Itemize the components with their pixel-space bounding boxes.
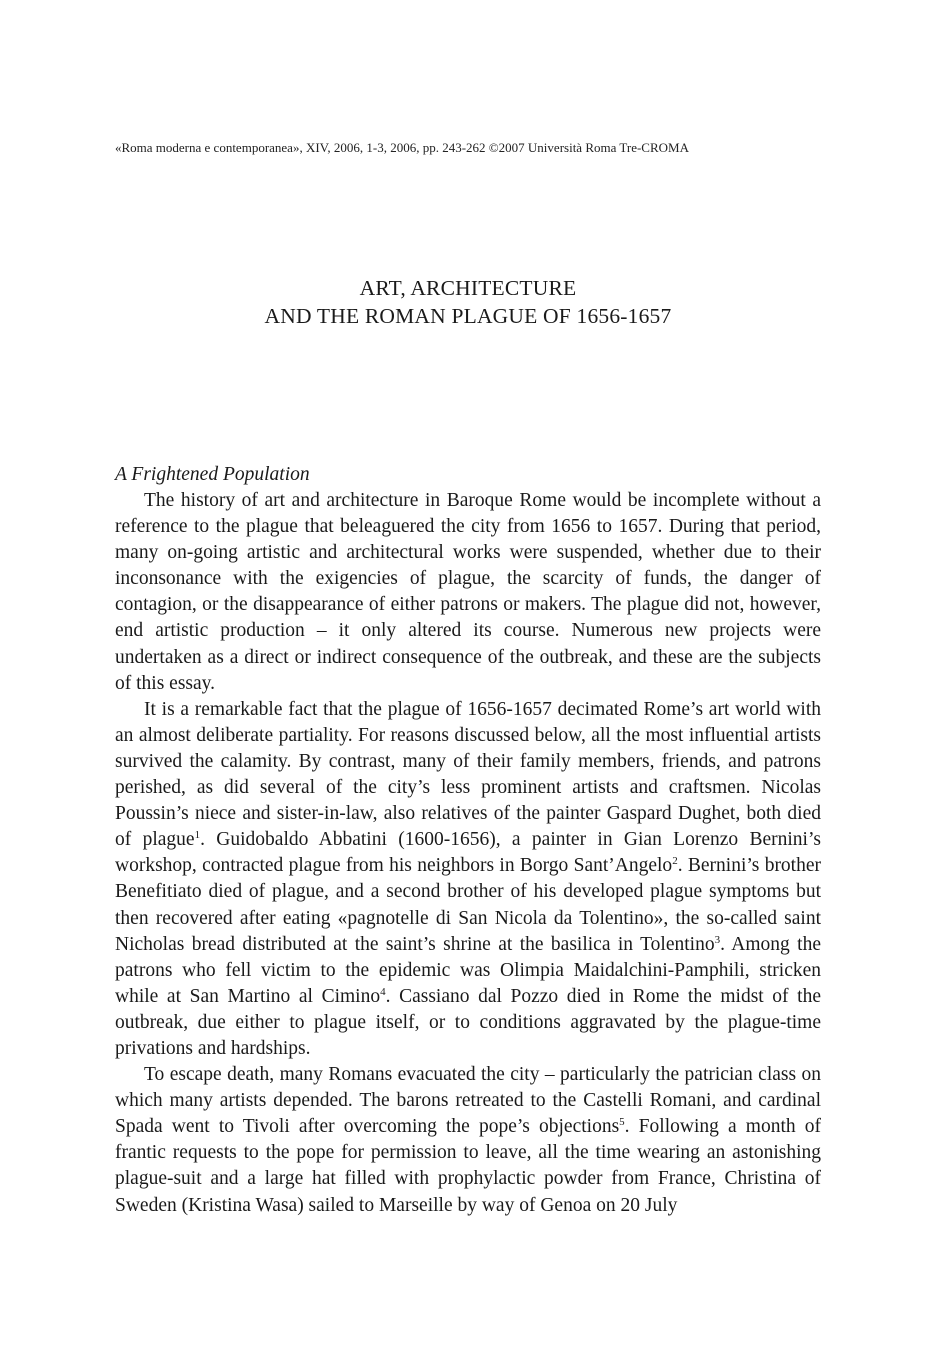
body-text [115, 488, 821, 1219]
paragraph-2-text: . Cassiano dal Pozzo died in Rome the midst of the outbreak, due either to plague itself, or to conditions aggravated by the plague-time privations and hardships. [115, 985, 821, 1059]
title-line-2: AND THE ROMAN PLAGUE OF 1656-1657 [264, 304, 672, 328]
footnote-ref-5[interactable]: 5 [619, 1116, 625, 1129]
paragraph-3-text: To escape death, many Romans evacuated the city – particularly the patrician class on which many artists depended. The barons retreated to the Castelli Romani, and cardinal Spada went to Tivoli after overcoming the pope’s objections [115, 1064, 821, 1138]
paragraph-2-text: It is a remarkable fact that the plague of 1656-1657 decimated Rome’s art world with an almost deliberate partiality. For reasons discussed below, all the most influential artists survived the calamity. By contrast, many of their family members, friends, and patrons perished, as did several of the city’s less prominent artists and craftsmen. Nicolas Poussin’s niece and sister-in-law, also relatives of the painter Gaspard Dughet, both died of plague [115, 698, 821, 851]
paragraph-2-text: . Bernini’s brother Benefitiato died of plague, and a second brother of his developed plague symptoms but then recovered after eating «pagnotelle di San Nicola da Tolentino», the so-called saint Nicholas bread distributed at the saint’s shrine at the basilica in Tolentino [115, 855, 821, 955]
footnote-ref-3[interactable]: 3 [714, 933, 721, 946]
paragraph-2-text: . Among the patrons who fell victim to the epidemic was Olimpia Maidalchini-Pamphili, stricken while at San Martino al Cimino [115, 933, 822, 1007]
section-heading: A Frightened Population [115, 464, 310, 485]
paragraph-3-text: . Following a month of frantic requests to the pope for permission to leave, all the time wearing an astonishing plague-suit and a large hat filled with prophylactic powder from France, Christina of Sweden (Kristina Wasa) sailed to Marseille by way of Genoa on 20 July [115, 1116, 821, 1216]
title-line-1: ART, ARCHITECTURE [359, 276, 577, 300]
journal-citation: «Roma moderna e contemporanea», XIV, 2006, 1-3, 2006, pp. 243-262 ©2007 Università Roma Tre-CROMA [115, 140, 689, 155]
paragraph-2-text: . Guidobaldo Abbatini (1600-1656), a painter in Gian Lorenzo Bernini’s workshop, contracted plague from his neighbors in Borgo Sant’Angelo [115, 829, 821, 877]
footnote-ref-4[interactable]: 4 [380, 985, 386, 998]
paragraph-1: The history of art and architecture in Baroque Rome would be incomplete without a reference to the plague that beleaguered the city from 1656 to 1657. During that period, many on-going artistic and architectural works were suspended, whether due to their inconsonance with the exigencies of plague, the scarcity of funds, the danger of contagion, or the disappearance of either patrons or makers. The plague did not, however, end artistic production – it only altered its course. Numerous new projects were undertaken as a direct or indirect consequence of the outbreak, and these are the subjects of this essay. [115, 490, 821, 694]
paragraph-2 [115, 697, 821, 1062]
paragraph-3 [115, 1062, 821, 1219]
footnote-ref-1[interactable]: 1 [194, 829, 201, 842]
footnote-ref-2[interactable]: 2 [672, 855, 678, 868]
article-title [115, 274, 821, 330]
